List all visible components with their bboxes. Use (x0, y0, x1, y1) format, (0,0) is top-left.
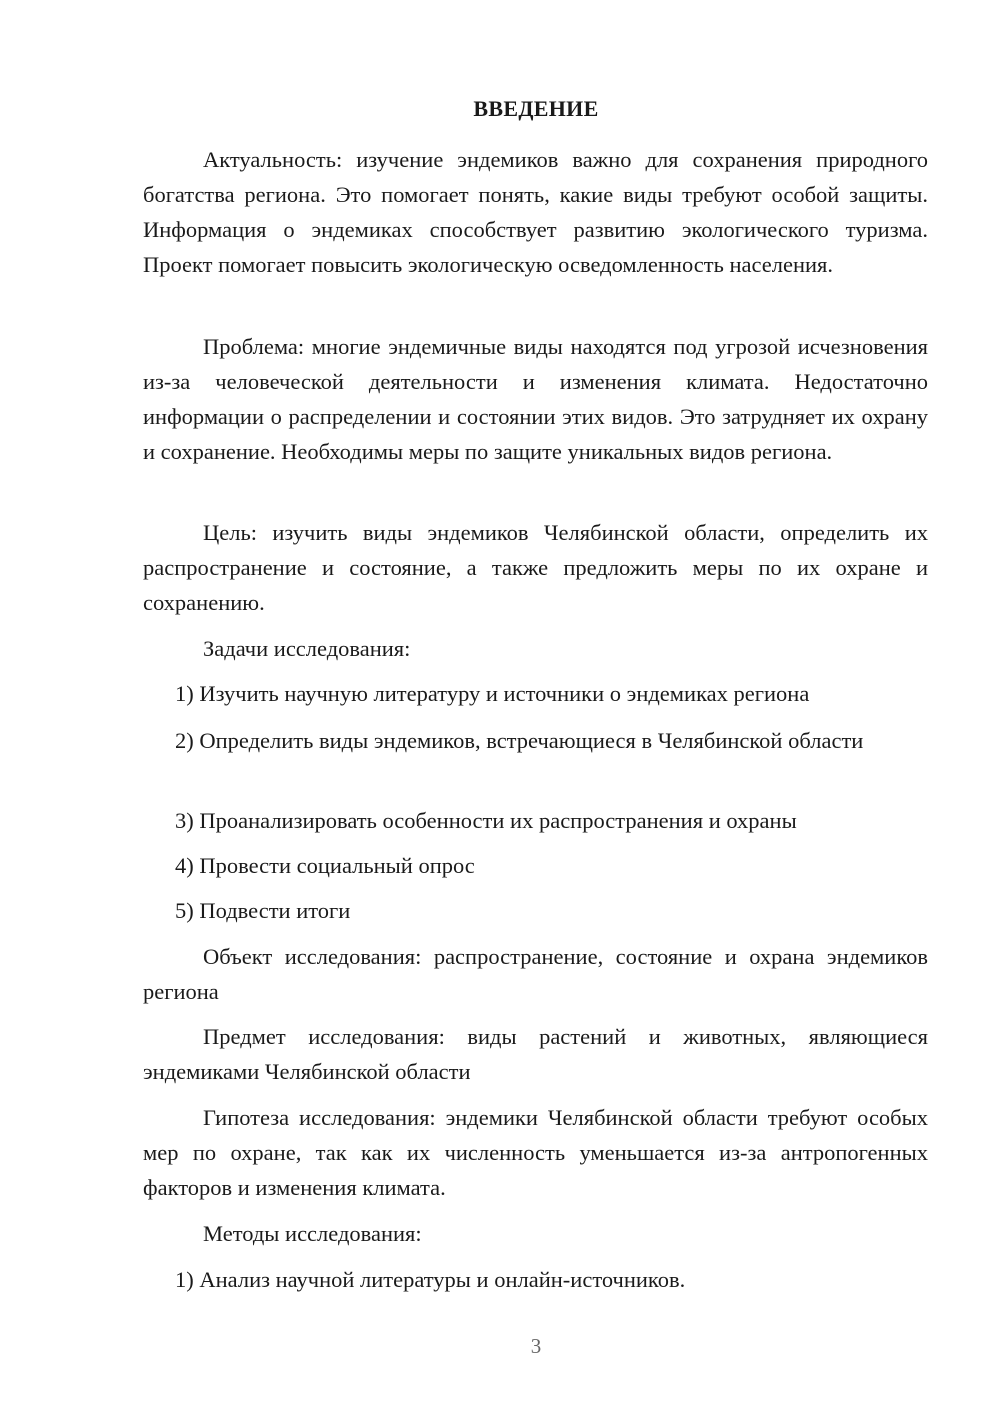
tasks-heading: Задачи исследования: (203, 636, 411, 661)
paragraph-goal: Цель: изучить виды эндемиков Челябинской области, определить их распространение и состояние, а также предложить меры по их охране и сохранению. (143, 520, 928, 615)
paragraph-hypothesis: Гипотеза исследования: эндемики Челябинской области требуют особых мер по охране, так как их численность уменьшается из-за антропогенных факторов и изменения климата. (143, 1105, 928, 1200)
task-item-1: 1) Изучить научную литературу и источники о эндемиках региона (175, 681, 810, 706)
paragraph-relevance: Актуальность: изучение эндемиков важно для сохранения природного богатства региона. Это помогает понять, какие виды требуют особой защиты. Информация о эндемиках способствует развитию экологического туризма. Проект помогает повысить экологическую осведомленность населения. (143, 147, 928, 277)
task-item-4: 4) Провести социальный опрос (175, 853, 475, 878)
paragraph-object: Объект исследования: распространение, состояние и охрана эндемиков региона (143, 944, 928, 1004)
paragraph-problem: Проблема: многие эндемичные виды находятся под угрозой исчезновения из-за человеческой деятельности и изменения климата. Недостаточно информации о распределении и состоянии этих видов. Это затрудняет их охрану и сохранение. Необходимы меры по защите уникальных видов региона. (143, 334, 928, 464)
task-item-5: 5) Подвести итоги (175, 898, 351, 923)
section-title: ВВЕДЕНИЕ (473, 96, 599, 121)
task-item-2: 2) Определить виды эндемиков, встречающиеся в Челябинской области (175, 728, 864, 753)
methods-heading: Методы исследования: (203, 1221, 422, 1246)
page-number: 3 (530, 1334, 542, 1358)
task-item-3: 3) Проанализировать особенности их распространения и охраны (175, 808, 797, 833)
method-item-1: 1) Анализ научной литературы и онлайн-источников. (175, 1267, 686, 1292)
paragraph-subject: Предмет исследования: виды растений и животных, являющиеся эндемиками Челябинской области (143, 1024, 928, 1084)
